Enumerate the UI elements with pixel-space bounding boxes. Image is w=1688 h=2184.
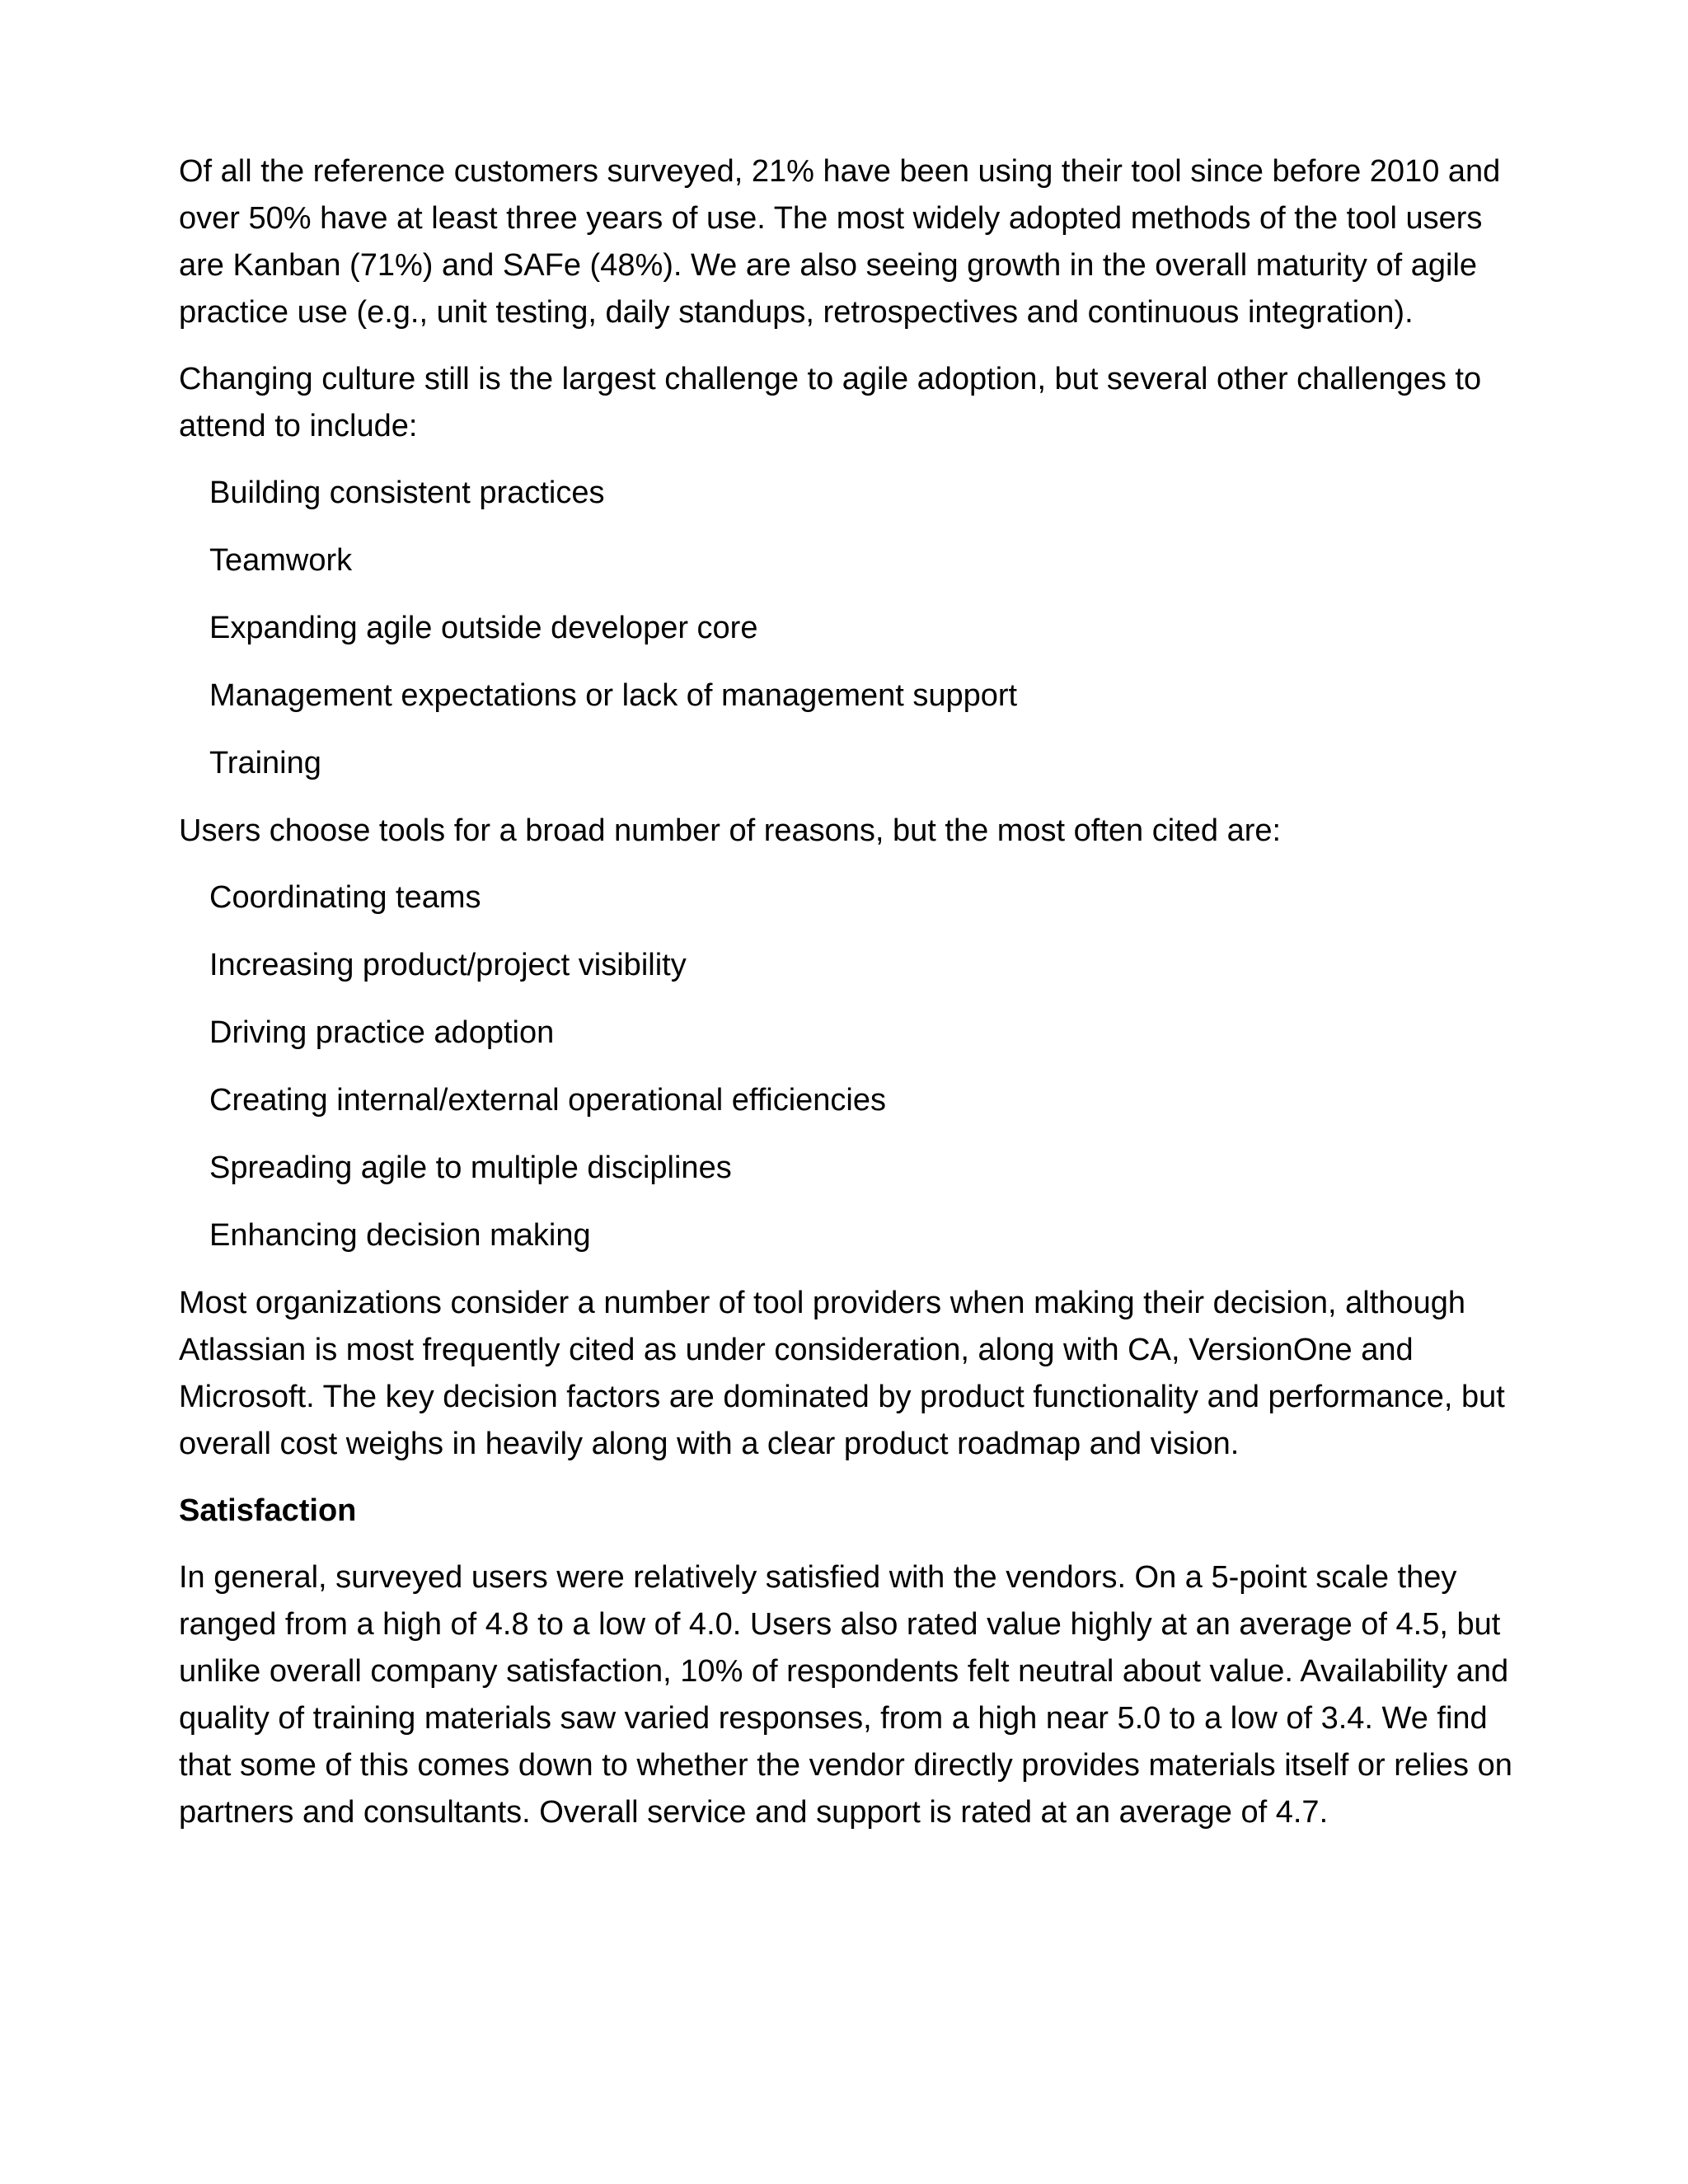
section-heading-satisfaction: Satisfaction xyxy=(179,1493,357,1528)
list-item: Spreading agile to multiple disciplines xyxy=(209,1151,732,1185)
challenges-list xyxy=(179,470,1522,787)
list-item: Increasing product/project visibility xyxy=(209,948,687,982)
paragraph-providers: Most organizations consider a number of tool providers when making their decision, although Atlassian is most frequently cited as under consideration, along with CA, VersionOne and Microsoft. The key decision factors are dominated by product functionality and performance, but overall cost weighs in heavily along with a clear product roadmap and vision. xyxy=(179,1286,1505,1461)
list-item: Teamwork xyxy=(209,543,353,578)
reasons-list xyxy=(179,874,1522,1259)
paragraph-reasons-intro: Users choose tools for a broad number of reasons, but the most often cited are: xyxy=(179,813,1282,848)
list-item: Enhancing decision making xyxy=(209,1218,591,1253)
list-item: Building consistent practices xyxy=(209,476,605,510)
paragraph-usage: Of all the reference customers surveyed, 21% have been using their tool since before 2010 and over 50% have at least three years of use. The most widely adopted methods of the tool users are Kanban (71%) and SAFe (48%). We are also seeing growth in the overall maturity of agile practice use (e.g., unit testing, daily standups, retrospectives and continuous integration). xyxy=(179,154,1501,330)
list-item: Management expectations or lack of management support xyxy=(209,678,1018,713)
list-item: Expanding agile outside developer core xyxy=(209,611,758,645)
document-page xyxy=(179,148,1522,1856)
paragraph-challenges-intro: Changing culture still is the largest challenge to agile adoption, but several other challenges to attend to include: xyxy=(179,362,1482,443)
list-item: Driving practice adoption xyxy=(209,1015,555,1050)
list-item: Training xyxy=(209,746,321,780)
list-item: Coordinating teams xyxy=(209,880,481,915)
list-item: Creating internal/external operational efficiencies xyxy=(209,1083,887,1118)
paragraph-satisfaction: In general, surveyed users were relatively satisfied with the vendors. On a 5-point scale they ranged from a high of 4.8 to a low of 4.0. Users also rated value highly at an average of 4.5, but unlike overall company satisfaction, 10% of respondents felt neutral about value. Availability and quality of training materials saw varied responses, from a high near 5.0 to a low of 3.4. We find that some of this comes down to whether the vendor directly provides materials itself or relies on partners and consultants. Overall service and support is rated at an average of 4.7. xyxy=(179,1560,1512,1830)
